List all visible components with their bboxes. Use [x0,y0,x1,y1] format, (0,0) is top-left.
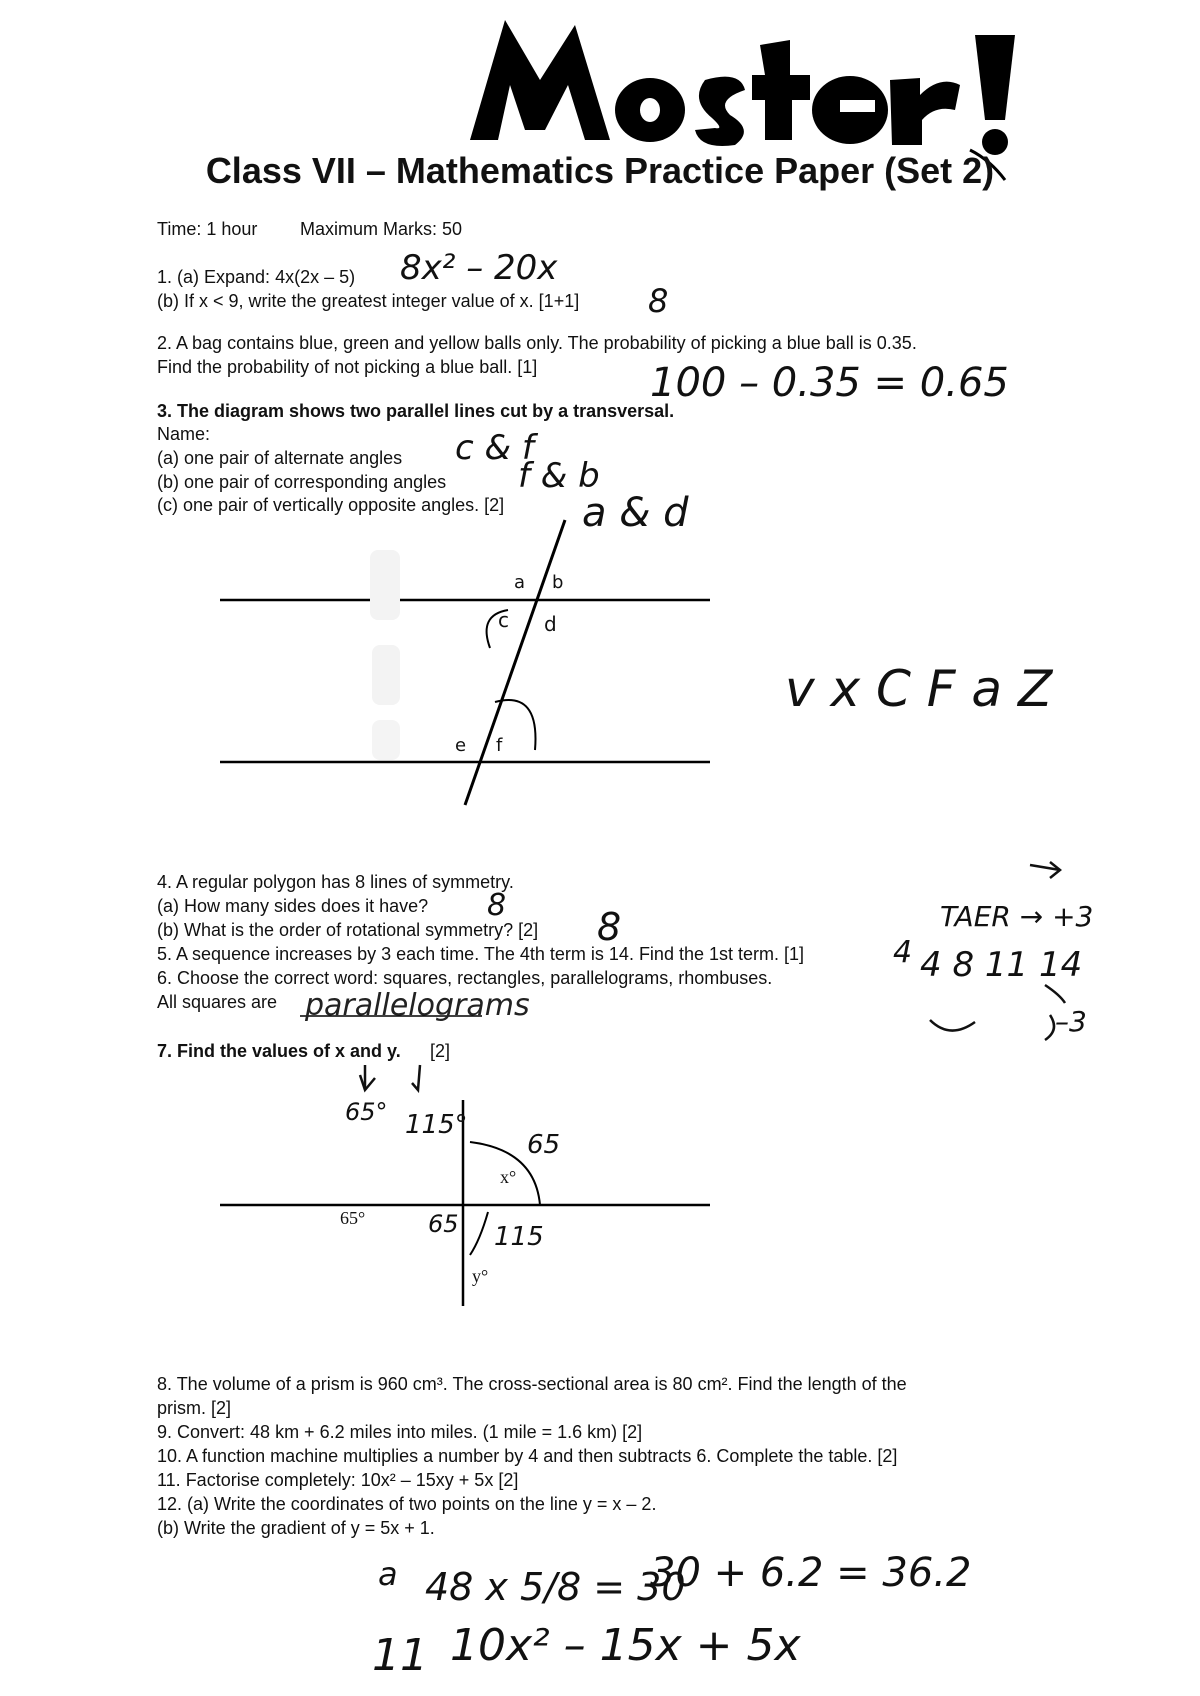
smudge-mark [372,720,400,760]
time-label: Time: 1 hour [157,219,258,239]
q7-answer-left-65: 65 [428,1210,459,1238]
question-8-line1: 8. The volume of a prism is 960 cm³. The cross-sectional area is 80 cm². Find the length of the [157,1374,907,1394]
question-3-name: Name: [157,424,211,444]
working-q11: 10x² – 15x + 5x [450,1620,801,1671]
question-7: 7. Find the values of x and y. [157,1041,401,1061]
question-3-heading: 3. The diagram shows two parallel lines cut by a transversal. [157,401,675,421]
angle-label-c: c [498,608,509,632]
smudge-mark [372,645,400,705]
question-1b: (b) If x < 9, write the greatest integer value of x. [1+1] [157,291,580,311]
q7-note-115: 115° [405,1110,468,1140]
question-8-line2: prism. [2] [157,1398,232,1418]
working-q9-step2: 30 + 6.2 = 36.2 [650,1550,972,1596]
answer-1a: 8x² – 20x [400,248,558,288]
question-3b: (b) one pair of corresponding angles [157,472,447,492]
angle-label-b: b [552,572,564,593]
question-2-line2: Find the probability of not picking a blue ball. [1] [157,357,538,377]
working-q9-step1: 48 x 5/8 = 30 [425,1565,686,1609]
q7-label-y: y° [472,1266,489,1286]
answer-3c: a & d [582,490,689,536]
answer-6: parallelograms [305,988,530,1023]
question-3a: (a) one pair of alternate angles [157,448,403,468]
question-9: 9. Convert: 48 km + 6.2 miles into miles. (1 mile = 1.6 km) [2] [157,1422,643,1442]
smudge-mark [370,550,400,620]
q3-parallel-lines-diagram [220,520,710,805]
question-11: 11. Factorise completely: 10x² – 15xy + 5x [2] [157,1470,519,1490]
q7-label-65: 65° [340,1208,366,1228]
q5-working-note: TAER → +3 [940,900,1094,933]
q7-note-65: 65° [345,1098,388,1126]
working-label-11: 11 [372,1630,428,1681]
angle-label-d: d [544,612,557,636]
question-1a: 1. (a) Expand: 4x(2x – 5) [157,267,356,287]
question-4: 4. A regular polygon has 8 lines of symmetry. [157,872,514,892]
side-scribble: v x C F a Z [785,660,1053,718]
question-12a: 12. (a) Write the coordinates of two points on the line y = x – 2. [157,1494,657,1514]
answer-2: 100 – 0.35 = 0.65 [650,360,1009,406]
answer-4a: 8 [487,888,507,923]
angle-label-f: f [496,735,503,756]
question-10: 10. A function machine multiplies a number by 4 and then subtracts 6. Complete the table. [2] [157,1446,898,1466]
question-2-line1: 2. A bag contains blue, green and yellow balls only. The probability of picking a blue ball is 0.35. [157,333,917,353]
angle-label-e: e [455,735,467,756]
answer-1b: 8 [648,282,669,320]
q5-working-minus: –3 [1055,1005,1087,1038]
max-marks-label: Maximum Marks: 50 [300,219,463,239]
question-4b: (b) What is the order of rotational symmetry? [2] [157,920,539,940]
question-3c: (c) one pair of vertically opposite angles. [2] [157,495,505,515]
question-5: 5. A sequence increases by 3 each time. The 4th term is 14. Find the 1st term. [1] [157,944,805,964]
angle-label-a: a [514,572,526,593]
working-label-a: a [378,1555,398,1593]
q7-answer-x: 65 [527,1130,561,1160]
question-7-marks: [2] [430,1041,451,1061]
question-6: 6. Choose the correct word: squares, rectangles, parallelograms, rhombuses. [157,968,773,988]
question-4a: (a) How many sides does it have? [157,896,429,916]
q7-answer-115: 115 [494,1222,544,1252]
page-title: Class VII – Mathematics Practice Paper (Set 2) [205,150,995,191]
answer-4b: 8 [597,905,622,949]
q5-working-sequence: 4 8 11 14 [920,945,1083,985]
answer-3b: f & b [518,456,600,496]
answer-5: 4 [893,935,913,970]
question-6-line2: All squares are [157,992,278,1012]
q7-label-x: x° [500,1167,517,1187]
question-12b: (b) Write the gradient of y = 5x + 1. [157,1518,435,1538]
answer-3a: c & f [455,428,534,468]
